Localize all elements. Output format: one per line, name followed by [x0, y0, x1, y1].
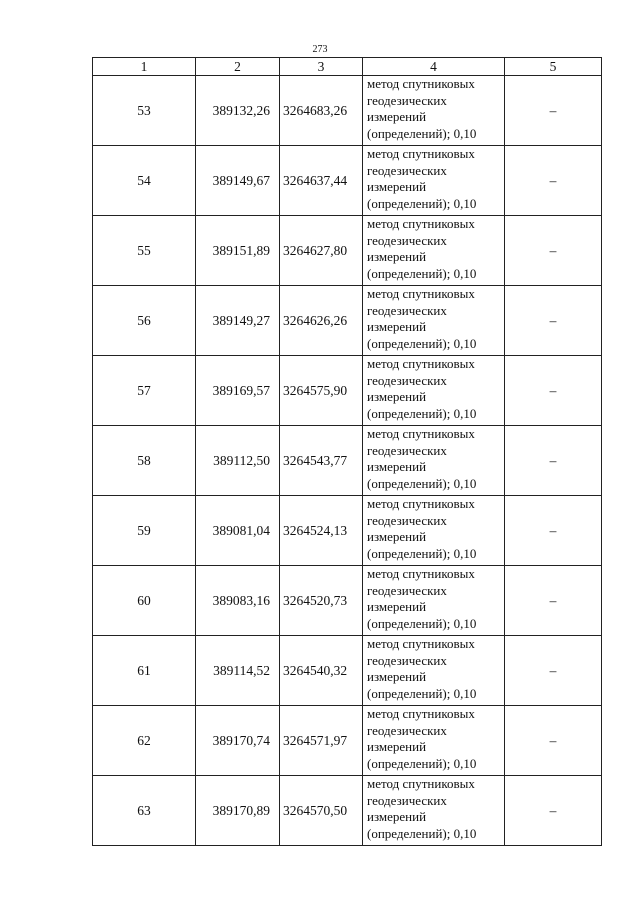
method-line: геодезических	[367, 512, 447, 528]
y-coordinate-cell: 3264683,26	[280, 76, 363, 146]
method-line: метод спутниковых	[367, 426, 475, 441]
method-cell	[363, 776, 505, 846]
x-coordinate-cell: 389151,89	[196, 216, 280, 286]
x-coordinate-cell: 389114,52	[196, 636, 280, 706]
table-row	[93, 636, 602, 706]
y-coordinate-cell: 3264543,77	[280, 426, 363, 496]
point-number-cell: 59	[93, 496, 196, 566]
table-body	[93, 76, 602, 846]
column-header-3: 3	[280, 58, 363, 76]
method-line: метод спутниковых	[367, 566, 475, 581]
method-line: метод спутниковых	[367, 76, 475, 91]
method-cell	[363, 356, 505, 426]
method-line: измерений	[367, 529, 427, 545]
column-header-1: 1	[93, 58, 196, 76]
point-number-cell: 54	[93, 146, 196, 216]
method-cell	[363, 706, 505, 776]
column-header-2: 2	[196, 58, 280, 76]
method-line: измерений	[367, 179, 427, 195]
table-row	[93, 356, 602, 426]
note-cell: –	[505, 76, 602, 146]
method-cell	[363, 636, 505, 706]
method-line: измерений	[367, 599, 427, 615]
method-cell	[363, 566, 505, 636]
point-number-cell: 60	[93, 566, 196, 636]
method-line: геодезических	[367, 652, 447, 668]
note-cell: –	[505, 706, 602, 776]
method-line: геодезических	[367, 582, 447, 598]
point-number-cell: 58	[93, 426, 196, 496]
method-line: (определений); 0,10	[367, 755, 477, 771]
table-row	[93, 76, 602, 146]
method-line: (определений); 0,10	[367, 335, 477, 351]
note-cell: –	[505, 566, 602, 636]
method-cell	[363, 216, 505, 286]
method-line: геодезических	[367, 792, 447, 808]
point-number-cell: 57	[93, 356, 196, 426]
note-cell: –	[505, 216, 602, 286]
x-coordinate-cell: 389083,16	[196, 566, 280, 636]
y-coordinate-cell: 3264540,32	[280, 636, 363, 706]
y-coordinate-cell: 3264520,73	[280, 566, 363, 636]
method-line: (определений); 0,10	[367, 125, 477, 141]
method-line: геодезических	[367, 232, 447, 248]
point-number-cell: 62	[93, 706, 196, 776]
x-coordinate-cell: 389081,04	[196, 496, 280, 566]
method-cell	[363, 146, 505, 216]
method-line: геодезических	[367, 302, 447, 318]
method-line: метод спутниковых	[367, 706, 475, 721]
method-line: геодезических	[367, 92, 447, 108]
method-line: метод спутниковых	[367, 286, 475, 301]
method-line: метод спутниковых	[367, 776, 475, 791]
method-line: измерений	[367, 459, 427, 475]
point-number-cell: 61	[93, 636, 196, 706]
table-row	[93, 426, 602, 496]
y-coordinate-cell: 3264626,26	[280, 286, 363, 356]
method-line: (определений); 0,10	[367, 685, 477, 701]
method-line: (определений); 0,10	[367, 615, 477, 631]
method-line: измерений	[367, 809, 427, 825]
method-cell	[363, 426, 505, 496]
x-coordinate-cell: 389112,50	[196, 426, 280, 496]
method-line: измерений	[367, 389, 427, 405]
column-header-5: 5	[505, 58, 602, 76]
table-row	[93, 706, 602, 776]
method-line: геодезических	[367, 162, 447, 178]
method-line: (определений); 0,10	[367, 545, 477, 561]
point-number-cell: 63	[93, 776, 196, 846]
method-line: (определений); 0,10	[367, 405, 477, 421]
method-line: геодезических	[367, 442, 447, 458]
point-number-cell: 53	[93, 76, 196, 146]
note-cell: –	[505, 356, 602, 426]
table-row	[93, 146, 602, 216]
header-row	[93, 58, 602, 76]
method-line: (определений); 0,10	[367, 195, 477, 211]
x-coordinate-cell: 389132,26	[196, 76, 280, 146]
table-row	[93, 566, 602, 636]
method-line: (определений); 0,10	[367, 265, 477, 281]
note-cell: –	[505, 496, 602, 566]
method-line: геодезических	[367, 722, 447, 738]
x-coordinate-cell: 389170,89	[196, 776, 280, 846]
method-line: метод спутниковых	[367, 356, 475, 371]
method-line: метод спутниковых	[367, 496, 475, 511]
method-line: метод спутниковых	[367, 636, 475, 651]
note-cell: –	[505, 426, 602, 496]
y-coordinate-cell: 3264637,44	[280, 146, 363, 216]
y-coordinate-cell: 3264524,13	[280, 496, 363, 566]
note-cell: –	[505, 286, 602, 356]
method-line: измерений	[367, 739, 427, 755]
x-coordinate-cell: 389170,74	[196, 706, 280, 776]
method-line: метод спутниковых	[367, 146, 475, 161]
page-number: 273	[312, 44, 328, 55]
x-coordinate-cell: 389169,57	[196, 356, 280, 426]
note-cell: –	[505, 776, 602, 846]
method-line: измерений	[367, 249, 427, 265]
x-coordinate-cell: 389149,67	[196, 146, 280, 216]
table-row	[93, 216, 602, 286]
method-cell	[363, 286, 505, 356]
y-coordinate-cell: 3264571,97	[280, 706, 363, 776]
method-cell	[363, 496, 505, 566]
method-cell	[363, 76, 505, 146]
table-row	[93, 496, 602, 566]
method-line: (определений); 0,10	[367, 475, 477, 491]
note-cell: –	[505, 146, 602, 216]
coordinates-table	[92, 57, 602, 846]
point-number-cell: 55	[93, 216, 196, 286]
method-line: измерений	[367, 669, 427, 685]
column-header-4: 4	[363, 58, 505, 76]
table-row	[93, 286, 602, 356]
table-row	[93, 776, 602, 846]
method-line: геодезических	[367, 372, 447, 388]
method-line: метод спутниковых	[367, 216, 475, 231]
method-line: (определений); 0,10	[367, 825, 477, 841]
note-cell: –	[505, 636, 602, 706]
y-coordinate-cell: 3264570,50	[280, 776, 363, 846]
method-line: измерений	[367, 319, 427, 335]
method-line: измерений	[367, 109, 427, 125]
y-coordinate-cell: 3264575,90	[280, 356, 363, 426]
y-coordinate-cell: 3264627,80	[280, 216, 363, 286]
point-number-cell: 56	[93, 286, 196, 356]
x-coordinate-cell: 389149,27	[196, 286, 280, 356]
